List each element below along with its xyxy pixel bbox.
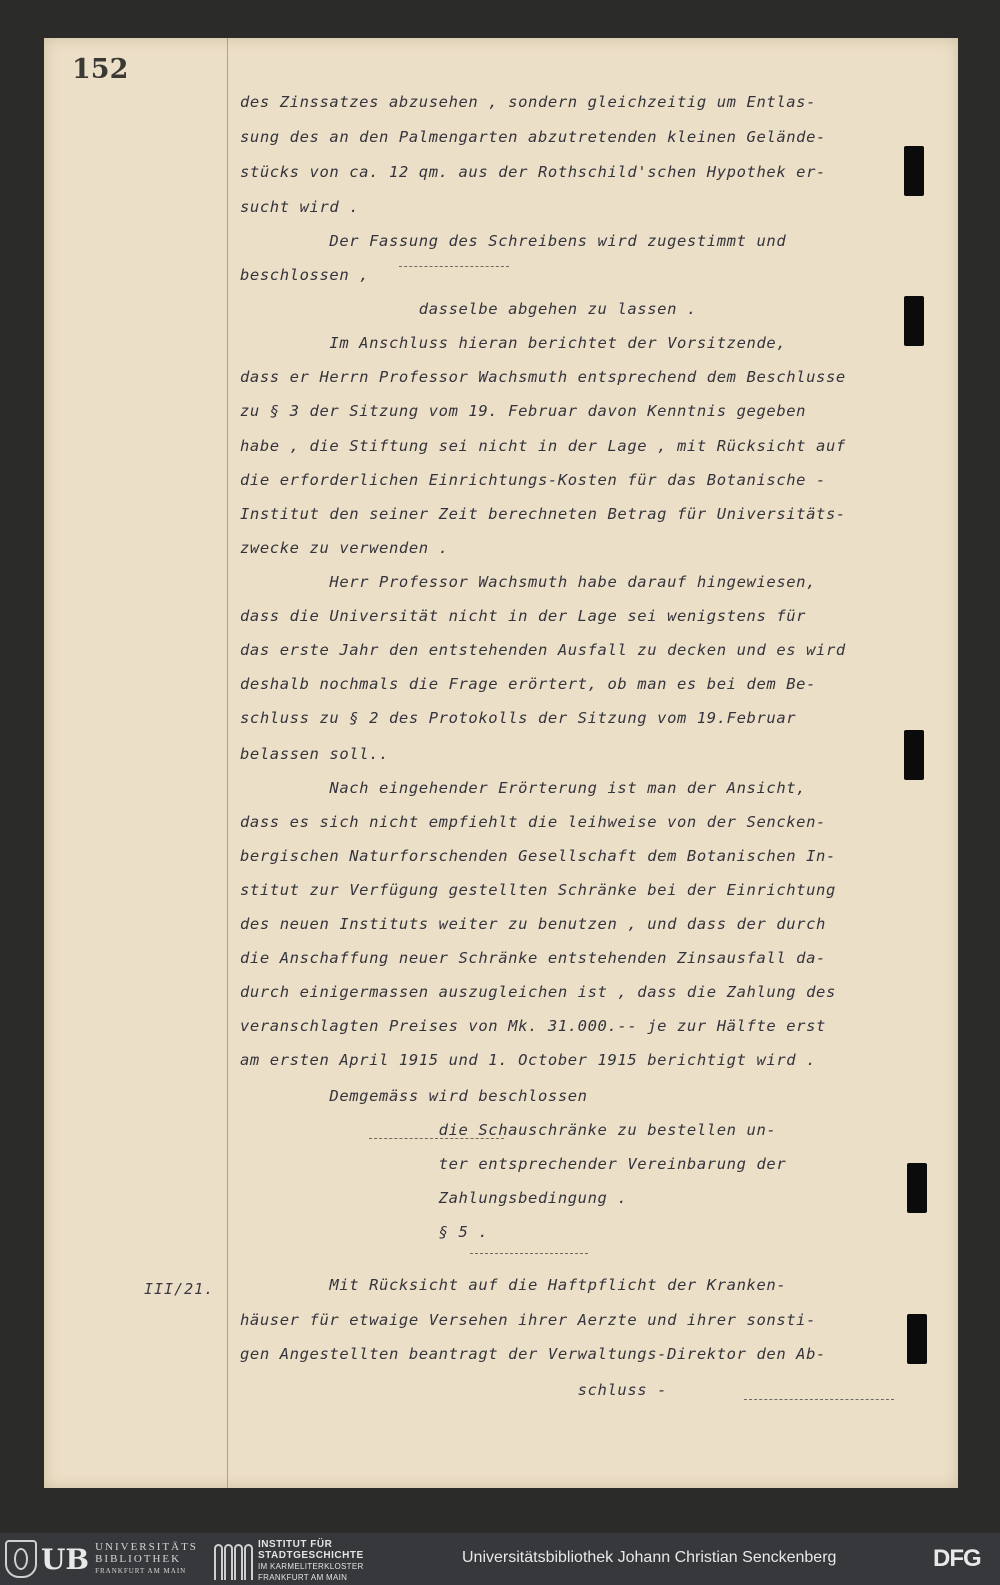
ub-wordmark [95, 1541, 198, 1577]
page-marker-tab [904, 146, 924, 196]
text-line: § 5 . [240, 1223, 489, 1241]
text-line: Mit Rücksicht auf die Haftpflicht der Kranken- [240, 1276, 787, 1294]
text-line: des Zinssatzes abzusehen , sondern gleichzeitig um Entlas- [240, 93, 817, 111]
text-line: beschlossen , [240, 266, 370, 284]
text-line: gen Angestellten beantragt der Verwaltungs-Direktor den Ab- [240, 1345, 826, 1363]
dashed-underline [399, 266, 509, 267]
text-line: am ersten April 1915 und 1. October 1915 berichtigt wird . [240, 1051, 817, 1069]
text-line: Institut den seiner Zeit berechneten Betrag für Universitäts- [240, 505, 846, 523]
text-line: durch einigermassen auszugleichen ist , dass die Zahlung des [240, 983, 836, 1001]
text-line: veranschlagten Preises von Mk. 31.000.-- je zur Hälfte erst [240, 1017, 826, 1035]
ifs-line3: IM KARMELITERKLOSTER [258, 1562, 364, 1571]
ub-line3: FRANKFURT AM MAIN [95, 1567, 187, 1575]
dfg-logo[interactable]: DFG [933, 1545, 981, 1572]
text-line: dass die Universität nicht in der Lage sei wenigstens für [240, 607, 807, 625]
text-line: Demgemäss wird beschlossen [240, 1087, 588, 1105]
text-line: die erforderlichen Einrichtungs-Kosten für das Botanische - [240, 471, 826, 489]
text-line: belassen soll.. [240, 745, 389, 763]
ub-mark: UB [41, 1542, 90, 1576]
text-line: die Schauschränke zu bestellen un- [240, 1121, 777, 1139]
dashed-underline [744, 1399, 894, 1400]
text-line: dass er Herrn Professor Wachsmuth entsprechend dem Beschlusse [240, 368, 846, 386]
page-marker-tab [904, 730, 924, 780]
ifs-line2: STADTGESCHICHTE [258, 1550, 364, 1561]
text-line: häuser für etwaige Versehen ihrer Aerzte und ihrer sonsti- [240, 1311, 817, 1329]
page-marker-tab [907, 1163, 927, 1213]
footer-bar [0, 1533, 1000, 1585]
margin-rule [227, 38, 228, 1488]
text-line: stitut zur Verfügung gestellten Schränke bei der Einrichtung [240, 881, 836, 899]
ub-line2: BIBLIOTHEK [95, 1553, 182, 1565]
text-line: zwecke zu verwenden . [240, 539, 449, 557]
text-line: deshalb nochmals die Frage erörtert, ob man es bei dem Be- [240, 675, 817, 693]
library-name: Universitätsbibliothek Johann Christian Senckenberg [462, 1549, 837, 1566]
ifs-logo[interactable] [212, 1539, 364, 1583]
ub-line1: UNIVERSITÄTS [95, 1541, 198, 1553]
dashed-underline [470, 1253, 588, 1254]
text-line: des neuen Instituts weiter zu benutzen , und dass der durch [240, 915, 826, 933]
ifs-wordmark [258, 1539, 364, 1583]
text-line: habe , die Stiftung sei nicht in der Lage , mit Rücksicht auf [240, 437, 846, 455]
text-line: ter entsprechender Vereinbarung der [240, 1155, 787, 1173]
text-line: stücks von ca. 12 qm. aus der Rothschild'schen Hypothek er- [240, 163, 826, 181]
ifs-line1: INSTITUT FÜR [258, 1539, 333, 1550]
text-line: Nach eingehender Erörterung ist man der Ansicht, [240, 779, 807, 797]
page-marker-tab [907, 1314, 927, 1364]
ifs-line4: FRANKFURT AM MAIN [258, 1573, 348, 1582]
text-line: dasselbe abgehen zu lassen . [240, 300, 697, 318]
ub-logo[interactable] [5, 1539, 198, 1579]
text-line: die Anschaffung neuer Schränke entstehenden Zinsausfall da- [240, 949, 826, 967]
text-line: schluss - [240, 1381, 668, 1399]
page-number: 152 [72, 54, 129, 85]
ub-crest-icon [5, 1540, 37, 1578]
document-page [44, 38, 958, 1488]
page-marker-tab [904, 296, 924, 346]
text-line: das erste Jahr den entstehenden Ausfall zu decken und es wird [240, 641, 846, 659]
text-line: Zahlungsbedingung . [240, 1189, 628, 1207]
text-line: Der Fassung des Schreibens wird zugestimmt und [240, 232, 787, 250]
margin-note: III/21. [144, 1280, 215, 1298]
text-line: zu § 3 der Sitzung vom 19. Februar davon Kenntnis gegeben [240, 402, 807, 420]
text-line: sung des an den Palmengarten abzutretenden kleinen Gelände- [240, 128, 826, 146]
text-line: schluss zu § 2 des Protokolls der Sitzung vom 19.Februar [240, 709, 797, 727]
text-line: dass es sich nicht empfiehlt die leihweise von der Sencken- [240, 813, 826, 831]
text-line: sucht wird . [240, 198, 360, 216]
text-line: bergischen Naturforschenden Gesellschaft dem Botanischen In- [240, 847, 836, 865]
dashed-underline [369, 1138, 504, 1139]
text-line: Herr Professor Wachsmuth habe darauf hingewiesen, [240, 573, 817, 591]
arches-icon [212, 1542, 252, 1580]
text-line: Im Anschluss hieran berichtet der Vorsitzende, [240, 334, 787, 352]
